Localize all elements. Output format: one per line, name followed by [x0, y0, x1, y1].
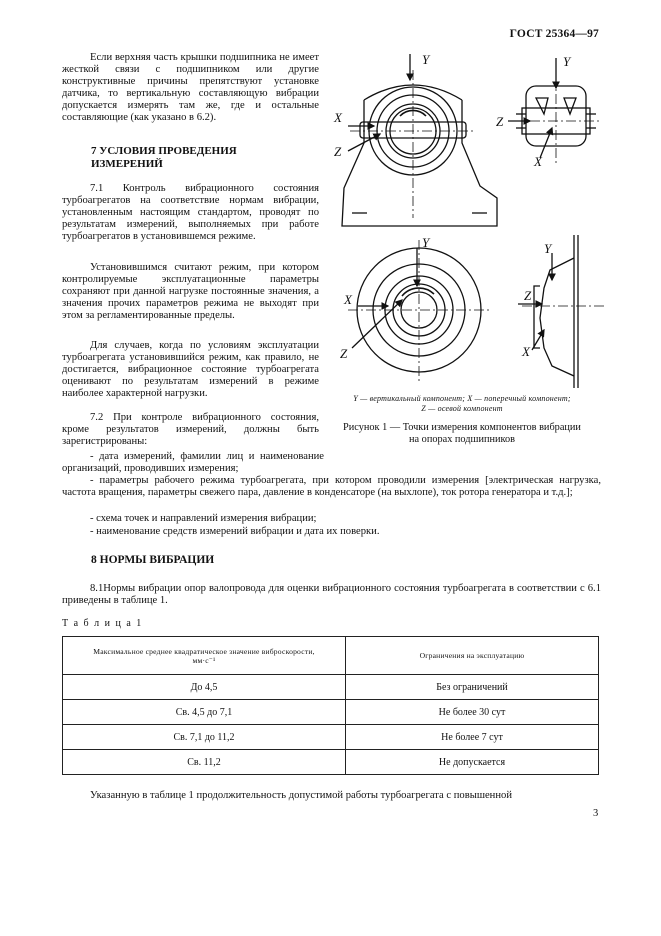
- table-row: [63, 675, 599, 700]
- pedestal-bearing-drawing: [342, 70, 497, 226]
- fig4-label-x: X: [522, 344, 530, 359]
- table-cell-limit: Не более 30 сут: [346, 700, 599, 725]
- circular-housing-drawing: [348, 240, 490, 382]
- fig4-label-z: Z: [524, 288, 532, 303]
- fig3-label-x: X: [344, 292, 352, 307]
- figure-caption: [322, 422, 602, 446]
- fig2-label-x: X: [534, 154, 542, 169]
- fig1-label-y: Y: [422, 52, 430, 67]
- fig3-label-z: Z: [340, 346, 348, 361]
- table-row: [63, 725, 599, 750]
- closing-paragraph: Указанную в таблице 1 продолжительность допустимой работы турбоагрегата с повышенной: [90, 790, 512, 801]
- list-item-scheme: - схема точек и направлений измерения вибрации;: [90, 513, 317, 524]
- table-header-velocity-line1: Максимальное среднее квадратическое значение виброскорости,: [93, 646, 315, 656]
- intro-paragraph: Если верхняя часть крышки подшипника не имеет жесткой связи с подшипником или другие конструктивные причины препятствуют установке датчика, то вертикальную составляющую вибрации допускается измерять там же, где и остальные составляющие (как указано в 6.2).: [62, 52, 319, 124]
- paragraph-8-1: 8.1Нормы вибрации опор валопровода для оценки вибрационного состояния турбоагрегата в соответствии с 6.1 приведены в таблице 1.: [62, 583, 601, 607]
- fig2-label-z: Z: [496, 114, 504, 129]
- section-7-heading: [91, 145, 237, 170]
- table-cell-limit: Не более 7 сут: [346, 725, 599, 750]
- table-cell-range: Св. 11,2: [63, 750, 346, 775]
- table-cell-limit: Без ограничений: [346, 675, 599, 700]
- table-cell-range: До 4,5: [63, 675, 346, 700]
- figure-caption-line2: на опорах подшипников: [409, 434, 515, 445]
- list-item-params: - параметры рабочего режима турбоагрегата, при котором проводили измерения [электрическая нагрузка, частота вращения, параметры свежего пара, давление в конденсаторе (на выхлопе), ток ротора генератора и т.д.];: [62, 475, 601, 499]
- vibration-norms-table: [62, 636, 599, 775]
- bearing-measurement-figure: [322, 48, 604, 393]
- section-7-heading-line2: ИЗМЕРЕНИЙ: [91, 157, 163, 170]
- document-id: ГОСТ 25364—97: [509, 28, 599, 40]
- fig4-label-y: Y: [544, 241, 552, 256]
- table-header-velocity-line2: мм·с⁻¹: [192, 655, 216, 665]
- list-item-instruments: - наименование средств измерений вибрации и дата их поверки.: [90, 526, 380, 537]
- paragraph-7-1: 7.1 Контроль вибрационного состояния турбоагрегатов на соответствие нормам вибрации, установленным настоящим стандартом, проводят по результатам измерений, выполняемых при работе турбоагрегатов в установившемся режиме.: [62, 183, 319, 243]
- table-header-velocity: [63, 637, 346, 675]
- table-cell-range: Св. 4,5 до 7,1: [63, 700, 346, 725]
- table-row: [63, 750, 599, 775]
- table-header-row: [63, 637, 599, 675]
- bearing-side-view-drawing: [512, 76, 602, 163]
- section-8-heading: 8 НОРМЫ ВИБРАЦИИ: [91, 554, 215, 566]
- table-row: [63, 700, 599, 725]
- fig2-label-y: Y: [563, 54, 571, 69]
- figure-caption-line1: Рисунок 1 — Точки измерения компонентов вибрации: [343, 422, 581, 433]
- fig3-label-y: Y: [422, 235, 430, 250]
- shaft-end-drawing: [522, 235, 604, 388]
- page-number: 3: [593, 808, 599, 819]
- table-cell-limit: Не допускается: [346, 750, 599, 775]
- table-header-limits: Ограничения на эксплуатацию: [346, 637, 599, 675]
- fig1-label-z: Z: [334, 144, 342, 159]
- fig1-label-x: X: [334, 110, 342, 125]
- paragraph-7-2: 7.2 При контроле вибрационного состояния, кроме результатов измерений, должны быть зарегистрированы:: [62, 412, 319, 448]
- figure-legend: [326, 394, 598, 414]
- table-cell-range: Св. 7,1 до 11,2: [63, 725, 346, 750]
- table-label: Т а б л и ц а 1: [62, 618, 143, 629]
- figure-legend-line1: Y — вертикальный компонент; X — поперечный компонент;: [353, 394, 571, 403]
- list-item-date: - дата измерений, фамилии лиц и наименование организаций, проводивших измерения;: [62, 451, 324, 475]
- paragraph-cases: Для случаев, когда по условиям эксплуатации турбоагрегата установившийся режим, как правило, не достигается, вибрационное состояние турбоагрегата оценивают по результатам измерений в режиме наиболее характерной нагрузки.: [62, 340, 319, 400]
- section-7-heading-line1: 7 УСЛОВИЯ ПРОВЕДЕНИЯ: [91, 145, 237, 157]
- figure-legend-line2: Z — осевой компонент: [421, 404, 503, 413]
- paragraph-steady-mode: Установившимся считают режим, при котором контролируемые эксплуатационные параметры сохраняют при данной нагрузке постоянные значения, а значения прочих параметров режима не выходят при этом за регламентированные пределы.: [62, 262, 319, 322]
